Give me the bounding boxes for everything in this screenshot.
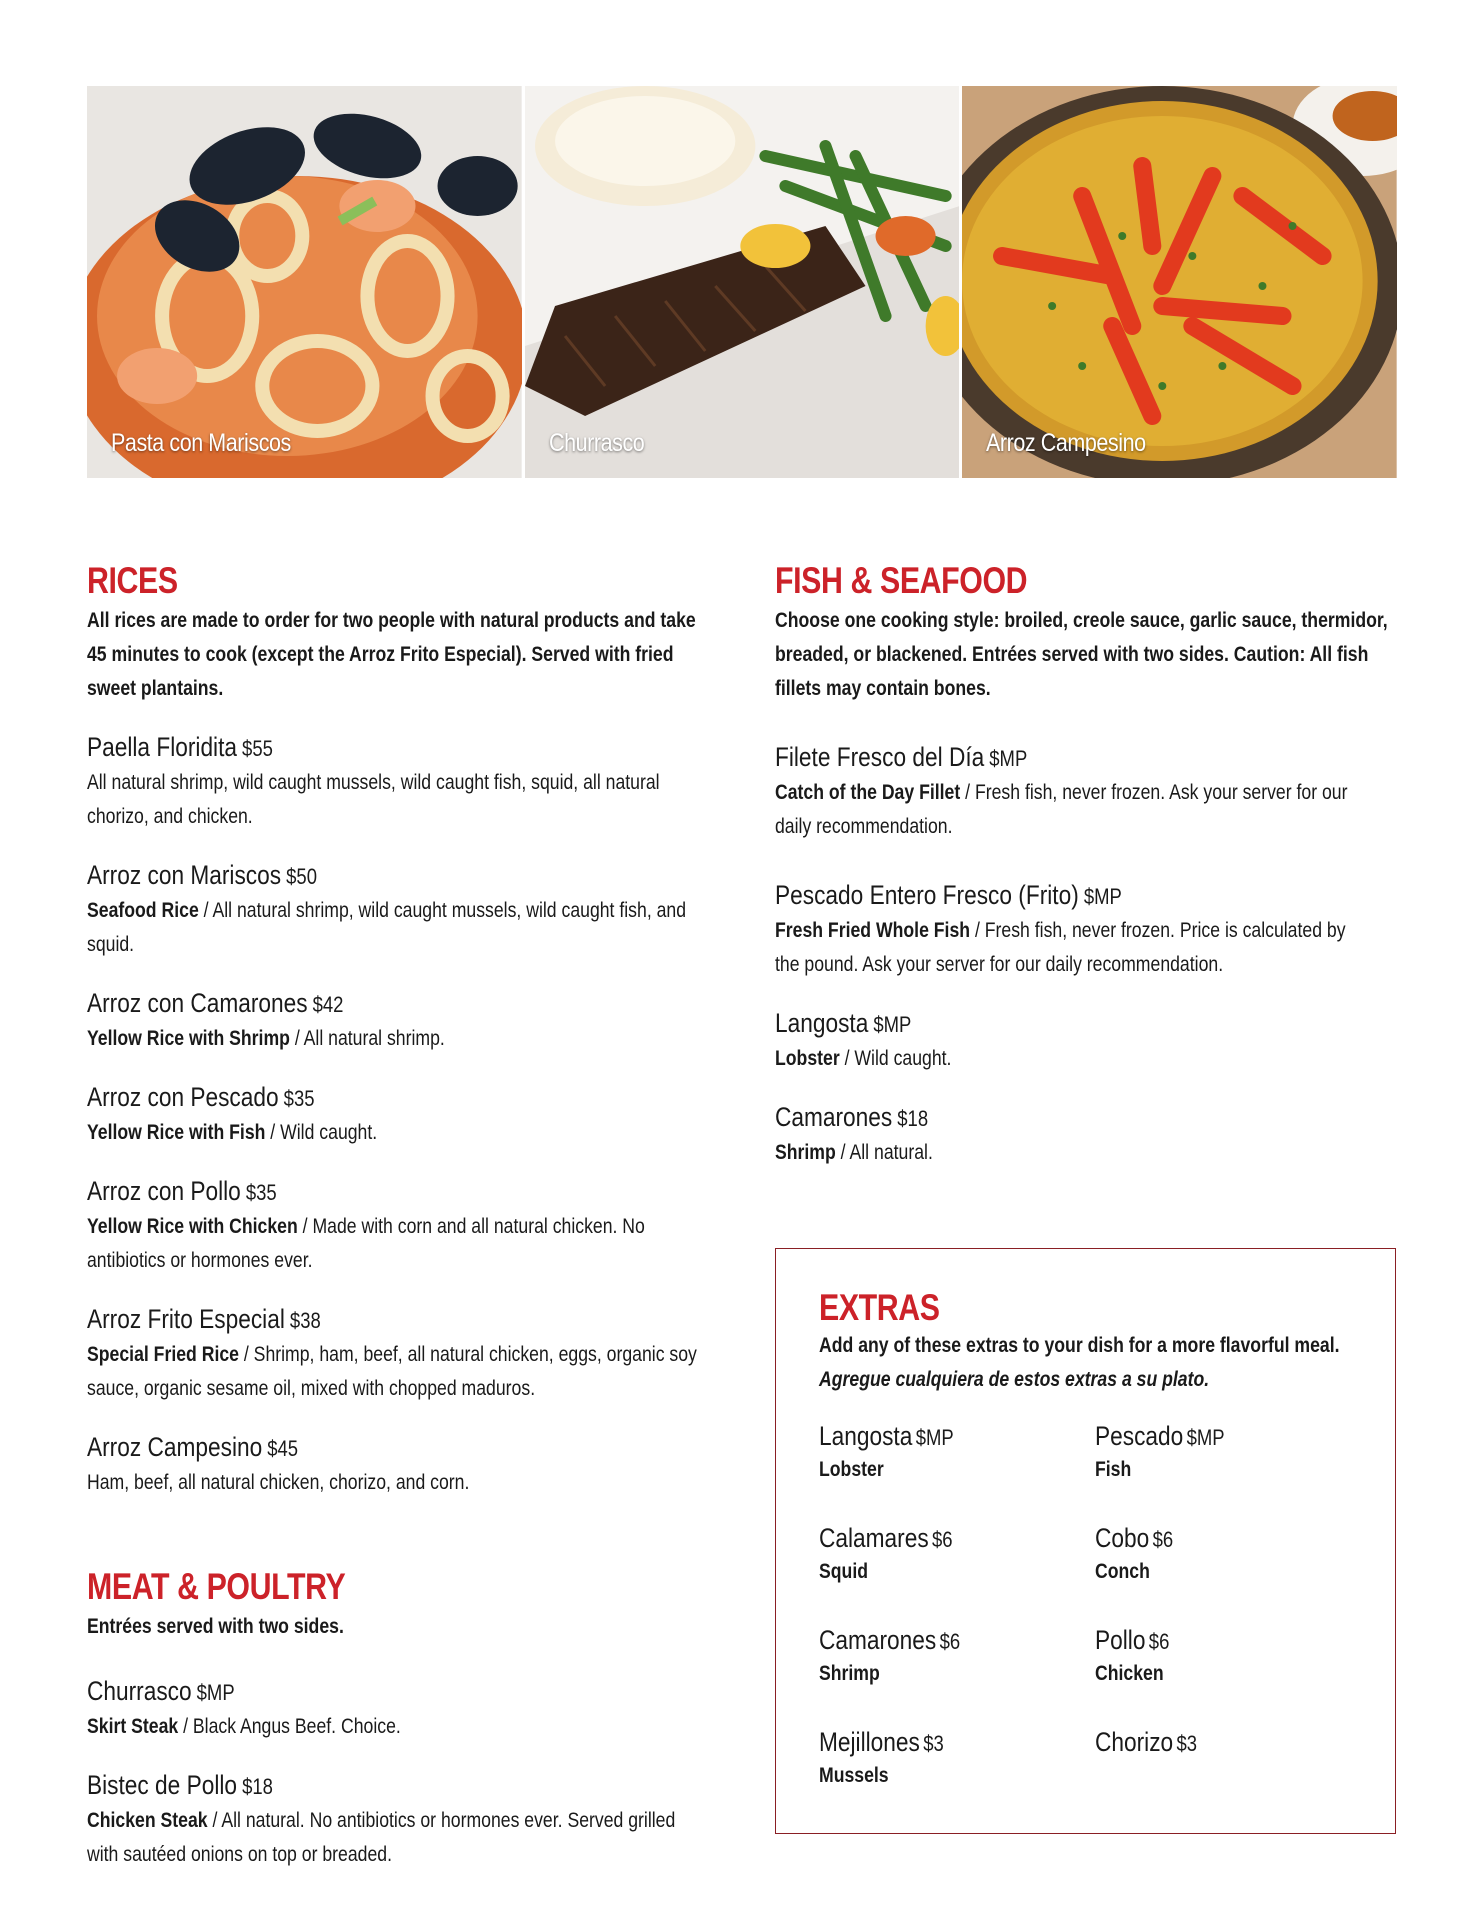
pasta-image: [87, 86, 522, 478]
extra-english: Mussels: [819, 1764, 889, 1787]
photo-caption: Churrasco: [548, 429, 644, 457]
menu-item: [87, 986, 707, 1056]
item-subtitle: Special Fried Rice: [87, 1343, 239, 1366]
menu-item: [87, 1674, 707, 1744]
paella-photo: [962, 86, 1397, 478]
item-subtitle: Yellow Rice with Fish: [87, 1121, 266, 1144]
item-name: Arroz con Mariscos: [87, 860, 282, 890]
meat-title: MEAT & POULTRY: [87, 1566, 346, 1607]
item-price: $55: [242, 736, 273, 761]
item-name: Arroz con Camarones: [87, 988, 308, 1018]
item-subtitle: Yellow Rice with Chicken: [87, 1215, 298, 1238]
extras-header: [819, 1287, 1359, 1397]
item-subtitle: Yellow Rice with Shrimp: [87, 1027, 290, 1050]
item-name: Paella Floridita: [87, 732, 238, 762]
extra-name: Cobo: [1095, 1523, 1150, 1553]
menu-item: [87, 1080, 707, 1150]
item-name: Camarones: [775, 1102, 893, 1132]
item-subtitle: Fresh Fried Whole Fish: [775, 919, 971, 942]
item-name: Bistec de Pollo: [87, 1770, 238, 1800]
item-subtitle: Chicken Steak: [87, 1809, 208, 1832]
left-column: [87, 560, 707, 1872]
pasta-photo: [87, 86, 522, 478]
item-description: / Wild caught.: [839, 1047, 952, 1070]
menu-item: [87, 1768, 707, 1872]
fish-section: [775, 560, 1395, 1170]
extra-item: [819, 1623, 1095, 1691]
fish-title: FISH & SEAFOOD: [775, 560, 1028, 601]
extra-name: Pollo: [1095, 1625, 1146, 1655]
item-price: $MP: [873, 1012, 912, 1037]
item-price: $38: [289, 1308, 321, 1333]
extra-price: $6: [1152, 1527, 1174, 1552]
photo-caption: Arroz Campesino: [986, 429, 1146, 457]
rices-section: [87, 560, 707, 1500]
item-description: All natural shrimp, wild caught mussels, wild caught fish, squid, all natural chorizo, and chicken.: [87, 771, 660, 828]
extra-item: [819, 1521, 1095, 1589]
extra-english: Lobster: [819, 1458, 884, 1481]
item-price: $42: [312, 992, 344, 1017]
extra-item: [1095, 1419, 1359, 1487]
item-price: $MP: [196, 1680, 235, 1705]
item-price: $35: [245, 1180, 277, 1205]
item-subtitle: Catch of the Day Fillet: [775, 781, 961, 804]
menu-item: [775, 1100, 1395, 1170]
menu-item: [775, 878, 1395, 982]
item-name: Arroz Frito Especial: [87, 1304, 285, 1334]
item-name: Arroz con Pescado: [87, 1082, 279, 1112]
item-name: Pescado Entero Fresco (Frito): [775, 880, 1079, 910]
extras-box: [775, 1248, 1396, 1834]
item-description: / Made with corn and all natural chicken. No antibiotics or hormones ever.: [87, 1215, 645, 1272]
extra-name: Pescado: [1095, 1421, 1184, 1451]
item-price: $MP: [989, 746, 1028, 771]
extra-item: [819, 1725, 1095, 1793]
item-name: Arroz Campesino: [87, 1432, 263, 1462]
right-column: [775, 560, 1395, 1170]
menu-item: [775, 1006, 1395, 1076]
rices-intro: All rices are made to order for two people with natural products and take 45 minutes to cook (except the Arroz Frito Especial). Served with fried sweet plantains.: [87, 609, 696, 700]
extra-price: $6: [932, 1527, 953, 1552]
item-subtitle: Skirt Steak: [87, 1715, 179, 1738]
extra-english: Conch: [1095, 1560, 1150, 1583]
item-description: / All natural shrimp.: [289, 1027, 445, 1050]
paella-image: [962, 86, 1397, 478]
steak-image: [525, 86, 960, 478]
item-price: $MP: [1083, 884, 1122, 909]
extra-name: Chorizo: [1095, 1727, 1174, 1757]
extra-item: [1095, 1521, 1359, 1589]
item-description: / Fresh fish, never frozen. Price is calculated by the pound. Ask your server for our daily recommendation.: [775, 919, 1346, 976]
menu-item: [87, 1302, 707, 1406]
extras-title: EXTRAS: [819, 1287, 940, 1328]
menu-item: [87, 1174, 707, 1278]
extra-name: Calamares: [819, 1523, 929, 1553]
extras-intro: Add any of these extras to your dish for a more flavorful meal.: [819, 1334, 1340, 1357]
extra-price: $MP: [1186, 1425, 1225, 1450]
extras-intro-spanish: Agregue cualquiera de estos extras a su plato.: [819, 1368, 1210, 1391]
item-price: $35: [283, 1086, 315, 1111]
item-description: / Black Angus Beef. Choice.: [178, 1715, 401, 1738]
extra-english: Fish: [1095, 1458, 1132, 1481]
item-description: / All natural shrimp, wild caught mussels, wild caught fish, and squid.: [87, 899, 687, 956]
item-price: $50: [286, 864, 317, 889]
steak-photo: [525, 86, 960, 478]
item-description: / All natural. No antibiotics or hormones ever. Served grilled with sautéed onions on top or breaded.: [87, 1809, 676, 1866]
photo-caption: Pasta con Mariscos: [111, 429, 291, 457]
extras-grid: [819, 1419, 1359, 1793]
item-description: / Fresh fish, never frozen. Ask your server for our daily recommendation.: [775, 781, 1348, 838]
item-name: Churrasco: [87, 1676, 192, 1706]
item-price: $18: [242, 1774, 273, 1799]
extra-price: $6: [939, 1629, 961, 1654]
menu-item: [87, 730, 707, 834]
meat-section: [87, 1566, 707, 1872]
extra-price: $3: [1176, 1731, 1198, 1756]
item-price: $18: [897, 1106, 929, 1131]
extra-price: $MP: [915, 1425, 954, 1450]
menu-item: [775, 740, 1395, 844]
extra-name: Langosta: [819, 1421, 913, 1451]
item-subtitle: Seafood Rice: [87, 899, 199, 922]
item-subtitle: Lobster: [775, 1047, 840, 1070]
item-description: Ham, beef, all natural chicken, chorizo, and corn.: [87, 1471, 470, 1494]
rices-title: RICES: [87, 560, 178, 601]
extra-english: Squid: [819, 1560, 868, 1583]
extra-price: $6: [1148, 1629, 1170, 1654]
extra-item: [819, 1419, 1095, 1487]
item-description: / Shrimp, ham, beef, all natural chicken, eggs, organic soy sauce, organic sesame oil, mixed with chopped maduros.: [87, 1343, 697, 1400]
extra-item: [1095, 1623, 1359, 1691]
extra-name: Mejillones: [819, 1727, 920, 1757]
item-price: $45: [267, 1436, 299, 1461]
item-name: Arroz con Pollo: [87, 1176, 241, 1206]
meat-intro: Entrées served with two sides.: [87, 1615, 344, 1638]
photo-strip: [87, 86, 1397, 478]
item-name: Langosta: [775, 1008, 869, 1038]
menu-item: [87, 1430, 707, 1500]
item-description: / All natural.: [835, 1141, 933, 1164]
fish-intro: Choose one cooking style: broiled, creole sauce, garlic sauce, thermidor, breaded, or blackened. Entrées served with two sides. Caution: All fish fillets may contain bones.: [775, 609, 1388, 700]
item-description: / Wild caught.: [265, 1121, 378, 1144]
extra-price: $3: [923, 1731, 944, 1756]
extra-english: Shrimp: [819, 1662, 880, 1685]
menu-item: [87, 858, 707, 962]
item-name: Filete Fresco del Día: [775, 742, 985, 772]
extra-item: [1095, 1725, 1359, 1793]
item-subtitle: Shrimp: [775, 1141, 836, 1164]
extra-english: Chicken: [1095, 1662, 1164, 1685]
extra-name: Camarones: [819, 1625, 937, 1655]
